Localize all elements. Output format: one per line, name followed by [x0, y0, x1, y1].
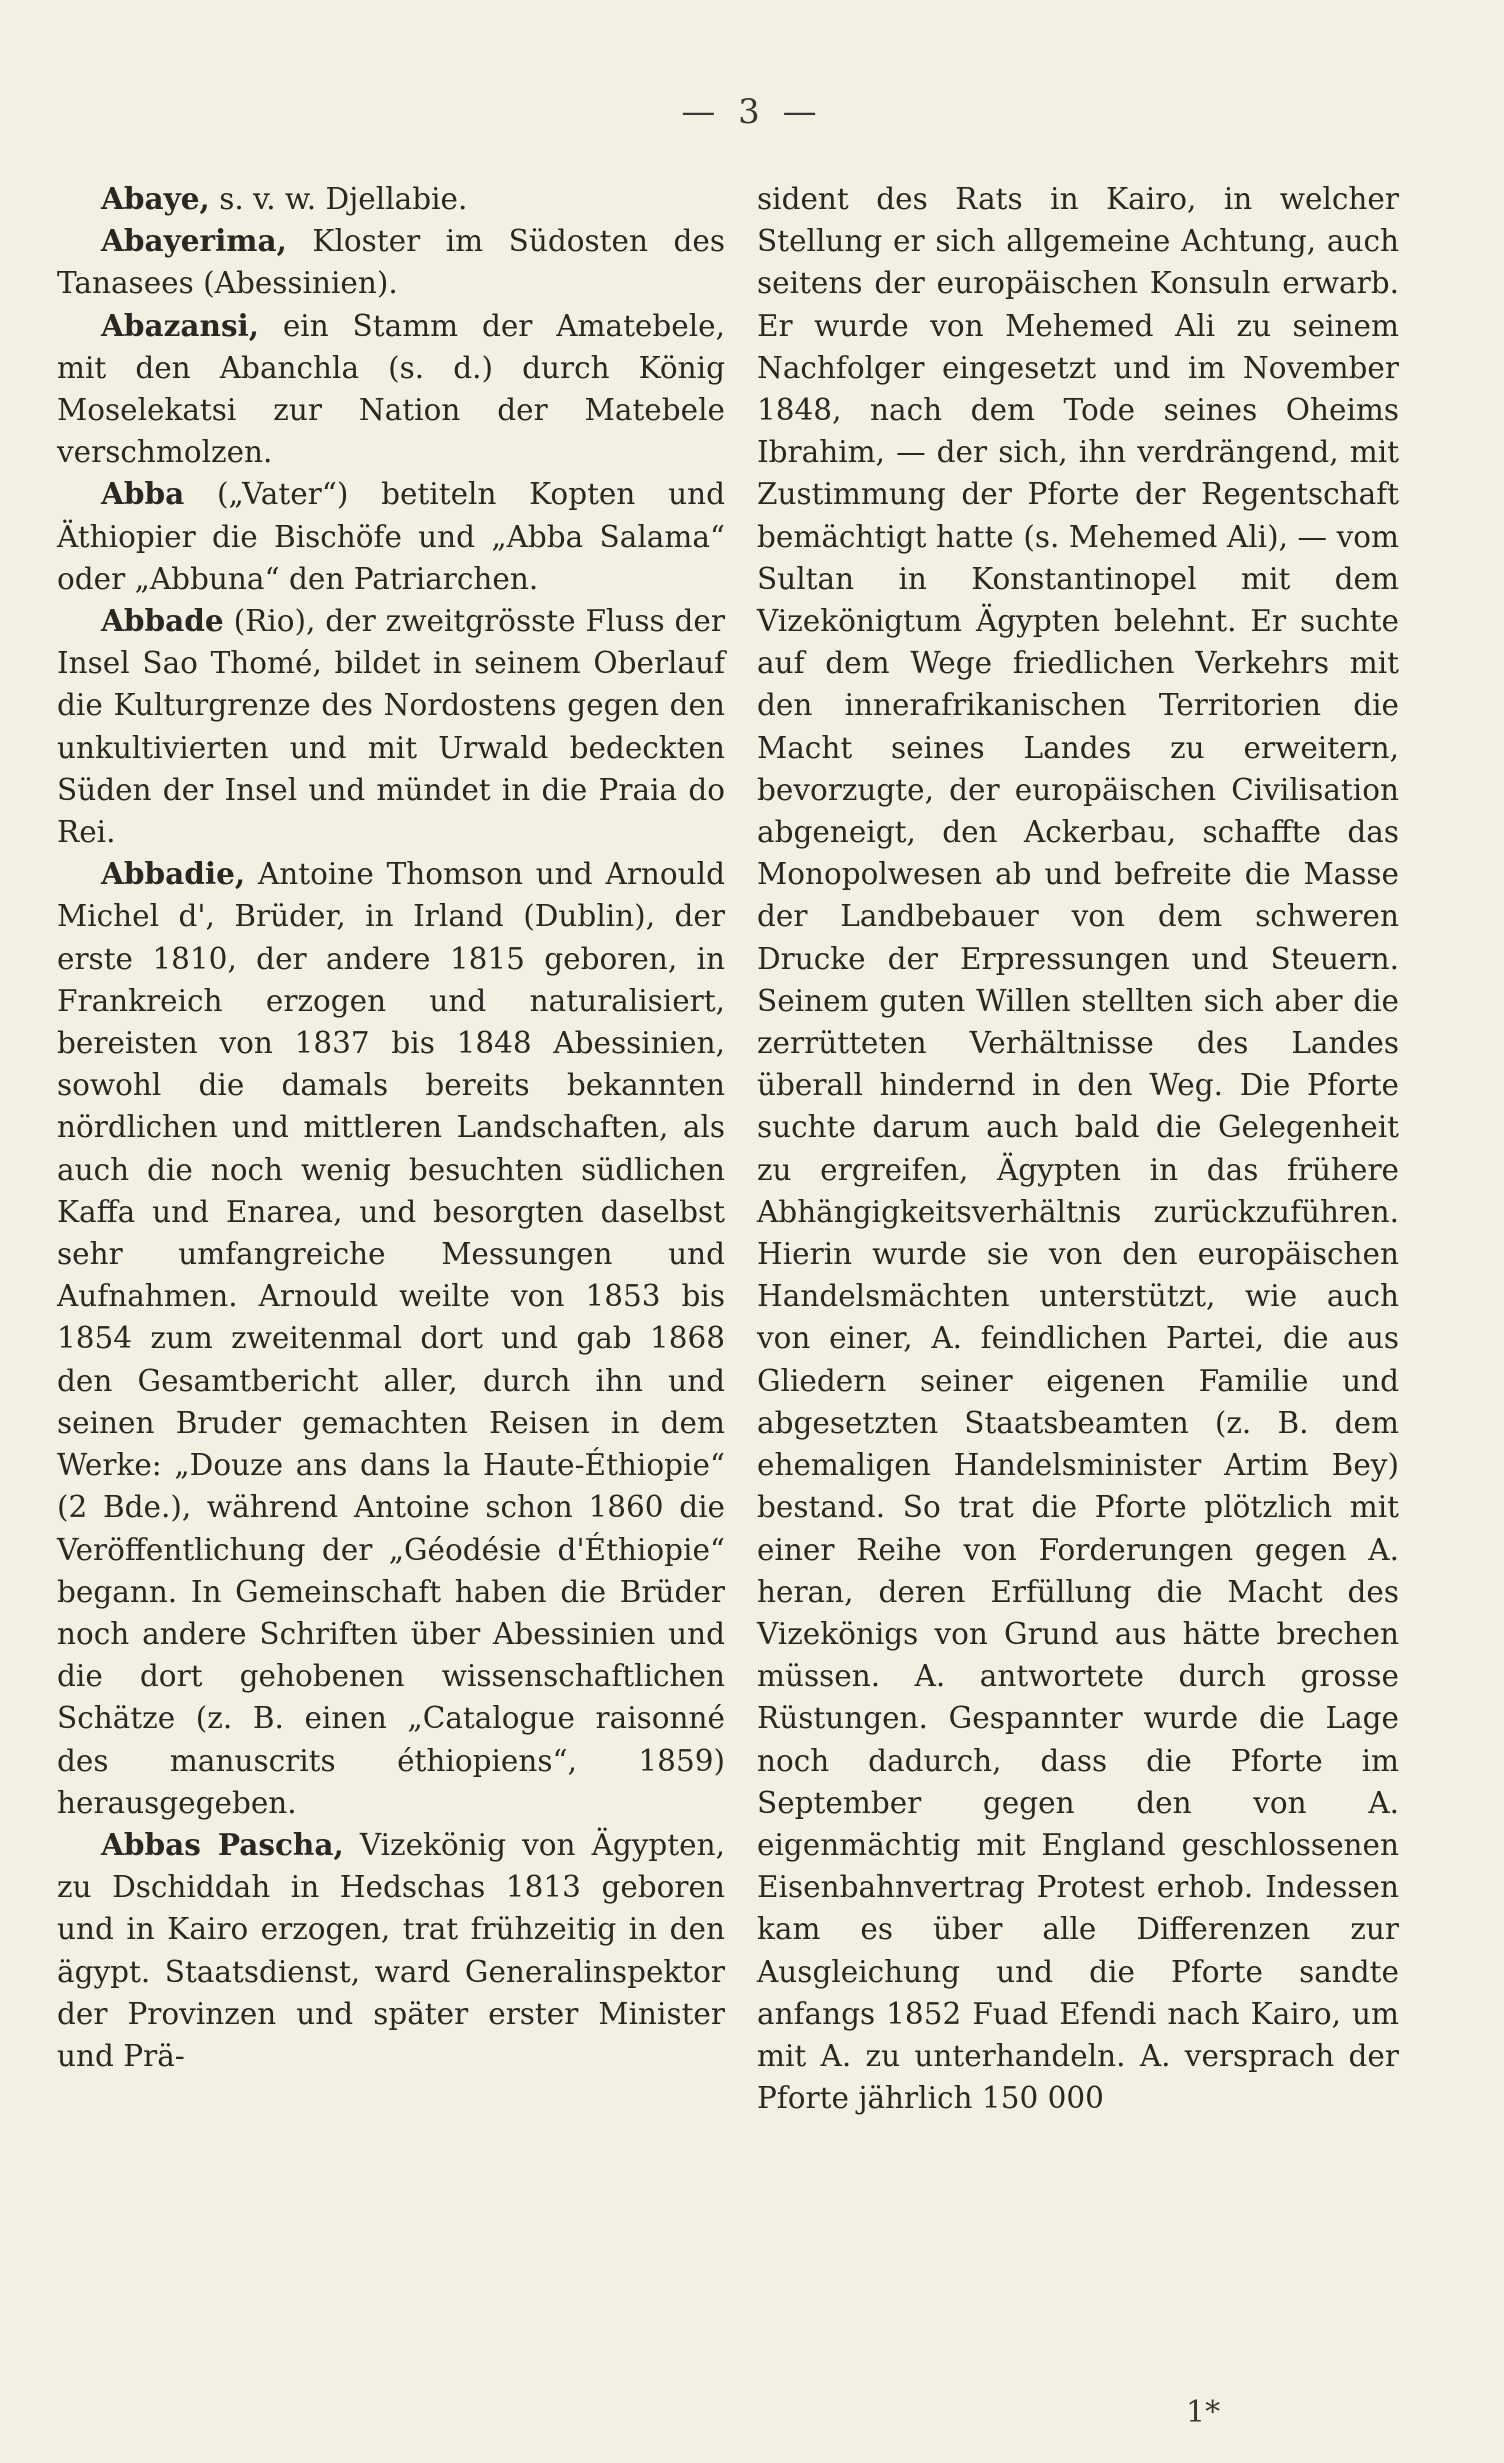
entry-body: Vizekönig von Ägypten, zu Dschiddah in Hedschas 1813 geboren und in Kairo erzogen, trat frühzeitig in den ägypt. Staatsdienst, ward Generalinspektor der Provinzen und später erster Minister und Prä- [57, 1827, 725, 2073]
entry-abayerima [57, 220, 725, 304]
right-column [757, 178, 1399, 2119]
entry-headword: Abbadie, [101, 856, 246, 892]
entry-abba [57, 473, 725, 600]
entry-headword: Abbade [101, 603, 224, 639]
entry-abbade [57, 600, 725, 853]
page-number: — 3 — [681, 92, 823, 132]
signature-mark: 1* [1186, 2395, 1221, 2430]
entry-headword: Abaye, [101, 181, 210, 216]
entry-headword: Abbas Pascha, [101, 1826, 344, 1862]
entry-body: (Rio), der zweitgrösste Fluss der Insel Sao Thomé, bildet in seinem Oberlauf die Kulturgrenze des Nordostens gegen den unkultivierten und mit Urwald bedeckten Süden der Insel und mündet in die Praia do Rei. [57, 604, 725, 850]
entry-body: ein Stamm der Amatebele, mit den Abanchla (s. d.) durch König Moselekatsi zur Nation der Matebele verschmolzen. [57, 308, 725, 470]
entry-body: Antoine Thomson und Arnould Michel d', Brüder, in Irland (Dublin), der erste 1810, der andere 1815 geboren, in Frankreich erzogen und naturalisiert, bereisten von 1837 bis 1848 Abessinien, sowohl die damals bereits bekannten nördlichen und mittleren Landschaften, als auch die noch wenig besuchten südlichen Kaffa und Enarea, und besorgten daselbst sehr umfangreiche Messungen und Aufnahmen. Arnould weilte von 1853 bis 1854 zum zweitenmal dort und gab 1868 den Gesamtbericht aller, durch ihn und seinen Bruder gemachten Reisen in dem Werke: „Douze ans dans la Haute-Éthiopie“ (2 Bde.), während Antoine schon 1860 die Veröffentlichung der „Géodésie d'Éthiopie“ begann. In Gemeinschaft haben die Brüder noch andere Schriften über Abessinien und die dort gehobenen wissenschaftlichen Schätze (z. B. einen „Catalogue raisonné des manuscrits éthiopiens“, 1859) herausgegeben. [57, 857, 725, 1820]
left-column [57, 178, 725, 2077]
entry-body: Kloster im Südosten des Tanasees (Abessinien). [57, 224, 725, 301]
entry-abazansi [57, 305, 725, 474]
entry-abbadie [57, 853, 725, 1824]
entry-body: („Vater“) betiteln Kopten und Äthiopier die Bischöfe und „Abba Salama“ oder „Abbuna“ den Patriarchen. [57, 477, 725, 596]
entry-body: s. v. w. Djellabie. [209, 182, 468, 216]
entry-continuation: sident des Rats in Kairo, in welcher Stellung er sich allgemeine Achtung, auch seitens der europäischen Konsuln erwarb. Er wurde von Mehemed Ali zu seinem Nachfolger eingesetzt und im November 1848, nach dem Tode seines Oheims Ibrahim, — der sich, ihn verdrängend, mit Zustimmung der Pforte der Regentschaft bemächtigt hatte (s. Mehemed Ali), — vom Sultan in Konstantinopel mit dem Vizekönigtum Ägypten belehnt. Er suchte auf dem Wege friedlichen Verkehrs mit den innerafrikanischen Territorien die Macht seines Landes zu erweitern, bevorzugte, der europäischen Civilisation abgeneigt, den Ackerbau, schaffte das Monopolwesen ab und befreite die Masse der Landbebauer von dem schweren Drucke der Erpressungen und Steuern. Seinem guten Willen stellten sich aber die zerrütteten Verhältnisse des Landes überall hindernd in den Weg. Die Pforte suchte darum auch bald die Gelegenheit zu ergreifen, Ägypten in das frühere Abhängigkeitsverhältnis zurückzuführen. Hierin wurde sie von den europäischen Handelsmächten unterstützt, wie auch von einer, A. feindlichen Partei, die aus Gliedern seiner eigenen Familie und abgesetzten Staatsbeamten (z. B. dem ehemaligen Handelsminister Artim Bey) bestand. So trat die Pforte plötzlich mit einer Reihe von Forderungen gegen A. heran, deren Erfüllung die Macht des Vizekönigs von Grund aus hätte brechen müssen. A. antwortete durch grosse Rüstungen. Gespannter wurde die Lage noch dadurch, dass die Pforte im September gegen den von A. eigenmächtig mit England geschlossenen Eisenbahnvertrag Protest erhob. Indessen kam es über alle Differenzen zur Ausgleichung und die Pforte sandte anfangs 1852 Fuad Efendi nach Kairo, um mit A. zu unterhandeln. A. versprach der Pforte jährlich 150 000 [757, 182, 1399, 2116]
entry-headword: Abba [101, 476, 185, 512]
entry-abaye [57, 178, 725, 220]
entry-headword: Abazansi, [101, 307, 260, 343]
entry-abbas-pascha [57, 1824, 725, 2077]
entry-headword: Abayerima, [101, 223, 287, 259]
